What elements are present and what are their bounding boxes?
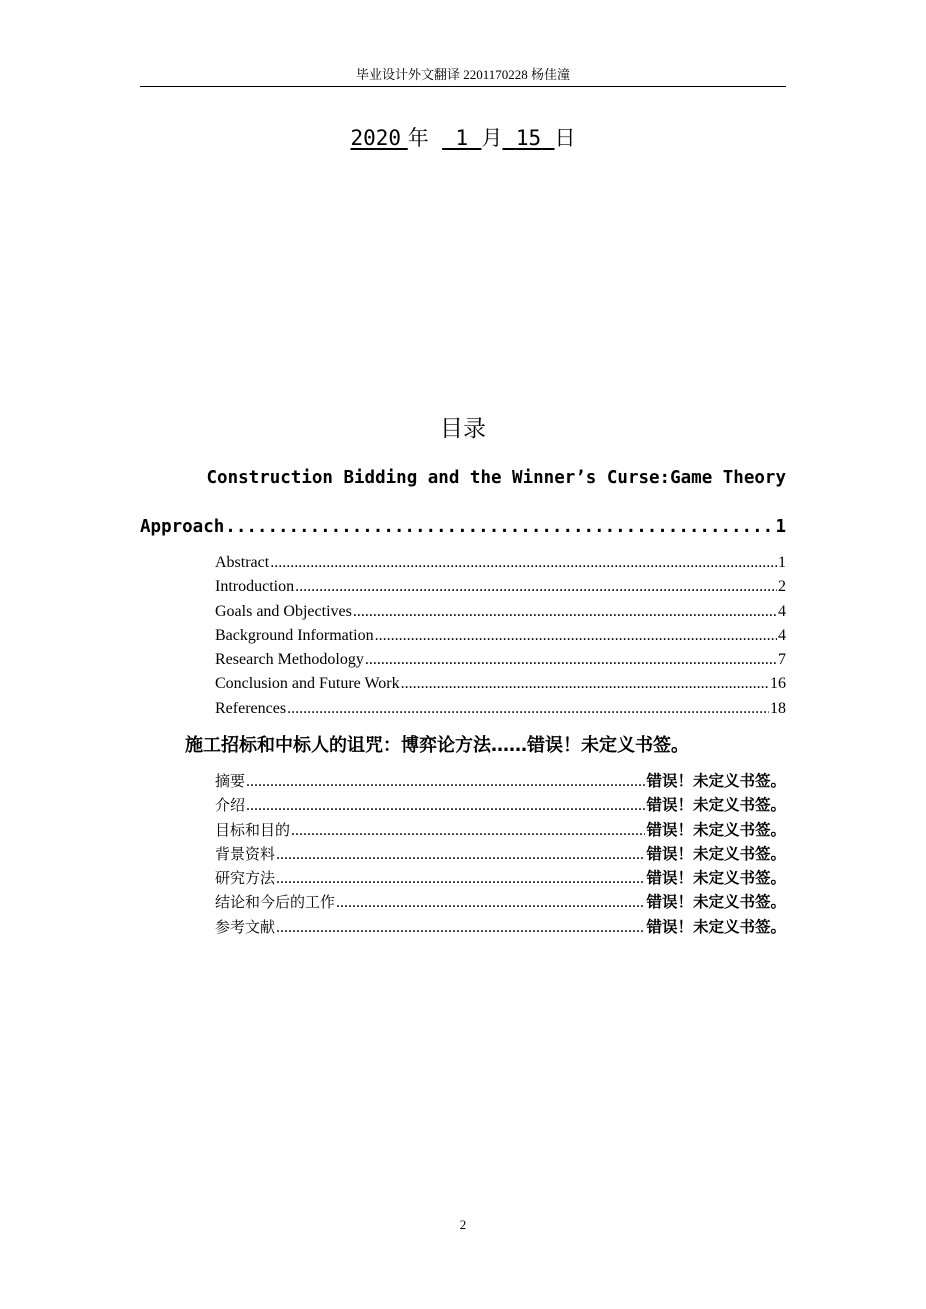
date-day-unit: 日 (554, 126, 576, 150)
toc-entry-goals[interactable] (215, 600, 786, 624)
date-year-unit: 年 (407, 126, 429, 150)
toc-entry-introduction[interactable] (215, 575, 786, 599)
toc-entry-cn-methodology[interactable] (215, 866, 786, 890)
toc-chinese-heading-page: 错误！未定义书签。 (527, 735, 689, 756)
toc-leader-dots (276, 916, 645, 940)
toc-leader-dots (401, 672, 769, 696)
toc-entry-abstract[interactable] (215, 551, 786, 575)
toc-entry-page: 错误！未定义书签。 (646, 917, 786, 936)
toc-leader-dots (246, 794, 645, 818)
toc-entry-label: Abstract (215, 554, 270, 571)
toc-english-heading-line1[interactable]: Construction Bidding and the Winner’s Curse:Game Theory (206, 468, 786, 488)
toc-entry-label: 参考文献 (215, 917, 276, 936)
toc-leader-dots (295, 575, 777, 599)
toc-entry-label: 结论和今后的工作 (215, 893, 336, 912)
toc-entry-page: 错误！未定义书签。 (646, 820, 786, 839)
toc-entry-label: Introduction (215, 578, 295, 596)
toc-entry-cn-background[interactable] (215, 842, 786, 866)
date-line (140, 124, 786, 152)
toc-entry-page: 错误！未定义书签。 (646, 869, 786, 888)
toc-entry-label: 介绍 (215, 796, 246, 815)
toc-chinese-heading[interactable] (185, 733, 786, 759)
page-number: 2 (459, 1217, 467, 1232)
toc-entry-page: 18 (770, 699, 786, 717)
toc-entry-label: Research Methodology (215, 651, 364, 669)
toc-title: 目录 (440, 416, 486, 442)
toc-english-entries (215, 551, 786, 721)
toc-leader-dots (287, 697, 769, 721)
toc-entry-label: Goals and Objectives (215, 602, 352, 620)
toc-entry-page: 1 (778, 554, 786, 571)
date-month-unit: 月 (481, 126, 503, 150)
toc-entry-label: References (215, 699, 287, 717)
toc-leader-dots (353, 600, 777, 624)
header-rule (140, 86, 786, 87)
toc-entry-cn-conclusion[interactable] (215, 890, 786, 914)
toc-entry-cn-references[interactable] (215, 915, 786, 939)
toc-entry-page: 4 (778, 602, 786, 620)
toc-entry-page: 错误！未定义书签。 (646, 796, 786, 815)
toc-entry-page: 4 (778, 626, 786, 644)
toc-entry-cn-goals[interactable] (215, 818, 786, 842)
toc-entry-label: 研究方法 (215, 869, 276, 888)
toc-leader-dots (365, 648, 777, 672)
date-month: 1 (455, 126, 469, 150)
toc-english-heading-continuation: Approach (140, 517, 225, 537)
toc-entry-page: 16 (770, 675, 786, 693)
toc-entry-page: 2 (778, 578, 786, 596)
toc-entry-label: 摘要 (215, 772, 246, 790)
toc-leader-dots (276, 843, 645, 867)
toc-chinese-heading-dots: …… (491, 735, 527, 756)
toc-entry-label: Conclusion and Future Work (215, 675, 400, 693)
toc-leader-dots (375, 624, 777, 648)
toc-entry-label: Background Information (215, 626, 374, 644)
toc-entry-conclusion[interactable] (215, 672, 786, 696)
date-year: 2020 (350, 126, 402, 150)
toc-entry-cn-abstract[interactable] (215, 769, 786, 793)
toc-entry-page: 7 (778, 651, 786, 669)
toc-leader-dots (270, 551, 777, 575)
toc-entry-background[interactable] (215, 624, 786, 648)
toc-entry-methodology[interactable] (215, 648, 786, 672)
toc-entry-page: 错误！未定义书签。 (646, 844, 786, 863)
toc-entry-label: 目标和目的 (215, 820, 291, 839)
date-day: 15 (515, 126, 542, 150)
toc-entry-page: 错误！未定义书签。 (646, 772, 786, 790)
toc-leader-dots (276, 867, 645, 891)
toc-leader-dots (291, 819, 645, 843)
toc-page-number: 1 (775, 517, 786, 537)
running-header: 毕业设计外文翻译 2201170228 杨佳潼 (355, 67, 571, 82)
toc-english-heading-line2[interactable] (140, 515, 786, 539)
toc-leader-dots (246, 770, 645, 794)
toc-entry-references[interactable] (215, 697, 786, 721)
toc-chinese-heading-label: 施工招标和中标人的诅咒：博弈论方法 (185, 735, 491, 756)
toc-entry-cn-introduction[interactable] (215, 793, 786, 817)
toc-entry-label: 背景资料 (215, 844, 276, 863)
toc-chinese-entries (215, 769, 786, 939)
toc-leader-dots (225, 515, 774, 539)
toc-leader-dots (336, 891, 645, 915)
toc-entry-page: 错误！未定义书签。 (646, 893, 786, 912)
